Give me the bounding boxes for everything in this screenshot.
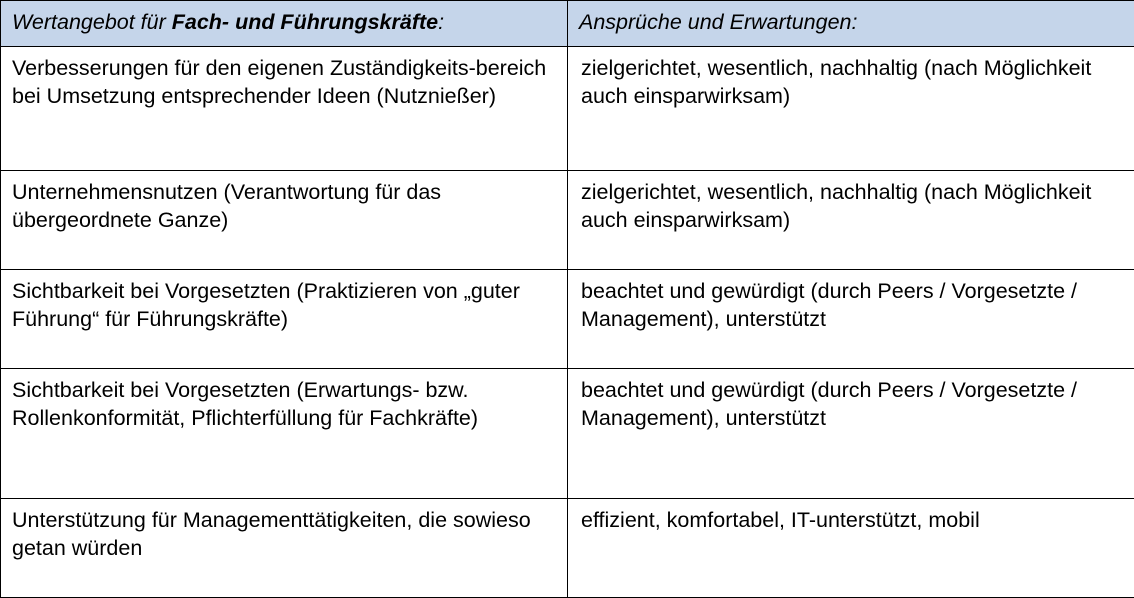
column-header-value-proposition [1, 1, 568, 47]
header-left-bold: Fach- und Führungskräfte [172, 10, 438, 34]
header-left-suffix: : [438, 10, 444, 34]
cell-value-proposition: Sichtbarkeit bei Vorgesetzten (Erwartungs- bzw. Rollenkonformität, Pflichterfüllung für Fachkräfte) [1, 368, 568, 498]
cell-value-proposition: Unternehmensnutzen (Verantwortung für das übergeordnete Ganze) [1, 170, 568, 269]
table-row [1, 170, 1134, 269]
cell-value-proposition: Verbesserungen für den eigenen Zuständigkeits-bereich bei Umsetzung entsprechender Ideen (Nutznießer) [1, 46, 568, 170]
table-row [1, 498, 1134, 597]
table-body [1, 46, 1134, 597]
cell-expectations: beachtet und gewürdigt (durch Peers / Vorgesetzte / Management), unterstützt [568, 368, 1134, 498]
cell-expectations: beachtet und gewürdigt (durch Peers / Vorgesetzte / Management), unterstützt [568, 269, 1134, 368]
table-row [1, 46, 1134, 170]
cell-expectations: zielgerichtet, wesentlich, nachhaltig (nach Möglichkeit auch einsparwirksam) [568, 170, 1134, 269]
table-row [1, 269, 1134, 368]
table-row [1, 368, 1134, 498]
table-header [1, 1, 1134, 47]
column-header-expectations: Ansprüche und Erwartungen: [568, 1, 1134, 47]
table-header-row [1, 1, 1134, 47]
header-left-prefix: Wertangebot für [12, 10, 172, 34]
cell-value-proposition: Sichtbarkeit bei Vorgesetzten (Praktizieren von „guter Führung“ für Führungskräfte) [1, 269, 568, 368]
cell-value-proposition: Unterstützung für Managementtätigkeiten, die sowieso getan würden [1, 498, 568, 597]
cell-expectations: zielgerichtet, wesentlich, nachhaltig (nach Möglichkeit auch einsparwirksam) [568, 46, 1134, 170]
cell-expectations: effizient, komfortabel, IT-unterstützt, mobil [568, 498, 1134, 597]
